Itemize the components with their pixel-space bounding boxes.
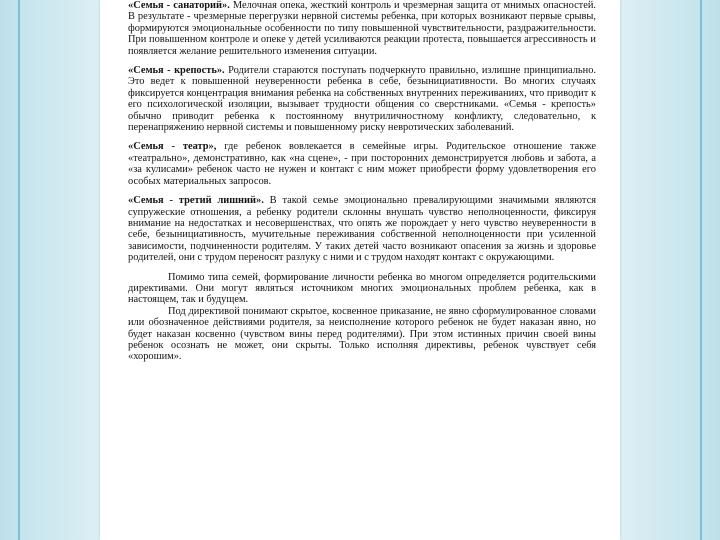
paragraph-family-sanatorium [128,0,596,57]
text-directives-intro: Помимо типа семей, формирование личности ребенка во многом определяется родительскими директивами. Они могут являться источником многих эмоциональных проблем ребенка, как в настоящем, так и будущем. [128,271,596,306]
term-family-third-wheel: «Семья - третий лишний». [128,195,264,207]
document-body [128,0,596,371]
paragraph-directives-intro [128,272,596,363]
text-family-sanatorium: Мелочная опека, жесткий контроль и чрезмерная защита от мнимых опасностей. В результате - чрезмерные перегрузки нервной системы ребенка, при которых возникают первые срывы, формируются эмоциональные особенности по типу повышенной чувствительности, раздражительности. При повышенном контроле и опеке у детей усиливаются реакции протеста, повышается агрессивность и появляется желание решительного изменения ситуации. [128,0,596,57]
text-family-theater: где ребенок вовлекается в семейные игры. Родительское отношение также «театрально», демонстративно, как «на сцене», - при посторонних демонстрируется любовь и забота, а «за кулисами» ребенок часто не нужен и контакт с ним может приобрести форму удовлетворения его особых материальных запросов. [128,141,596,187]
paragraph-family-fortress [128,65,596,133]
document-page [100,0,620,540]
term-family-theater: «Семья - театр», [128,141,217,153]
right-border-line [700,0,702,540]
paragraph-family-third-wheel [128,195,596,263]
term-family-sanatorium: «Семья - санаторий». [128,0,230,11]
text-directive-definition: Под директивой понимают скрытое, косвенное приказание, не явно сформулированное словами или обозначенное действиями родителя, за неисполнение которого ребенок не будет наказан явно, но будет наказан косвенно (чувством вины перед родителями). При этом истинных причин своей вины ребенок осознать не может, они скрыты. Только исполняя директивы, ребенок чувствует себя «хорошим». [128,305,596,363]
text-family-third-wheel: В такой семье эмоционально превалирующими значимыми являются супружеские отношения, а ребенку родители склонны внушать чувство неполноценности, фиксируя внимание на недостатках и несовершенствах, что опять же порождает у него чувство неуверенности в себе, безынициативность, мучительные переживания собственной неполноценности при усиленной зависимости, подчиненности родителям. У таких детей часто возникают опасения за жизнь и здоровье родителей, они с трудом переносят разлуку с ними и с трудом находят контакт с окружающими. [128,195,596,264]
paragraph-family-theater [128,141,596,187]
term-family-fortress: «Семья - крепость». [128,65,225,77]
text-family-fortress: Родители стараются поступать подчеркнуто правильно, излишне принципиально. Это ведет к повышенной неуверенности ребенка в себе, безынициативности. Во многих случаях фиксируется концентрация внимания ребенка на собственных внутренних переживаниях, что приводит к его психологической изоляции, вызывает трудности общения со сверстниками. «Семья - крепость» обычно приводит ребенка к постоянному внутриличностному конфликту, следовательно, к перенапряжению нервной системы и повышенному риску невротических заболеваний. [128,65,596,134]
left-border-line [18,0,20,540]
